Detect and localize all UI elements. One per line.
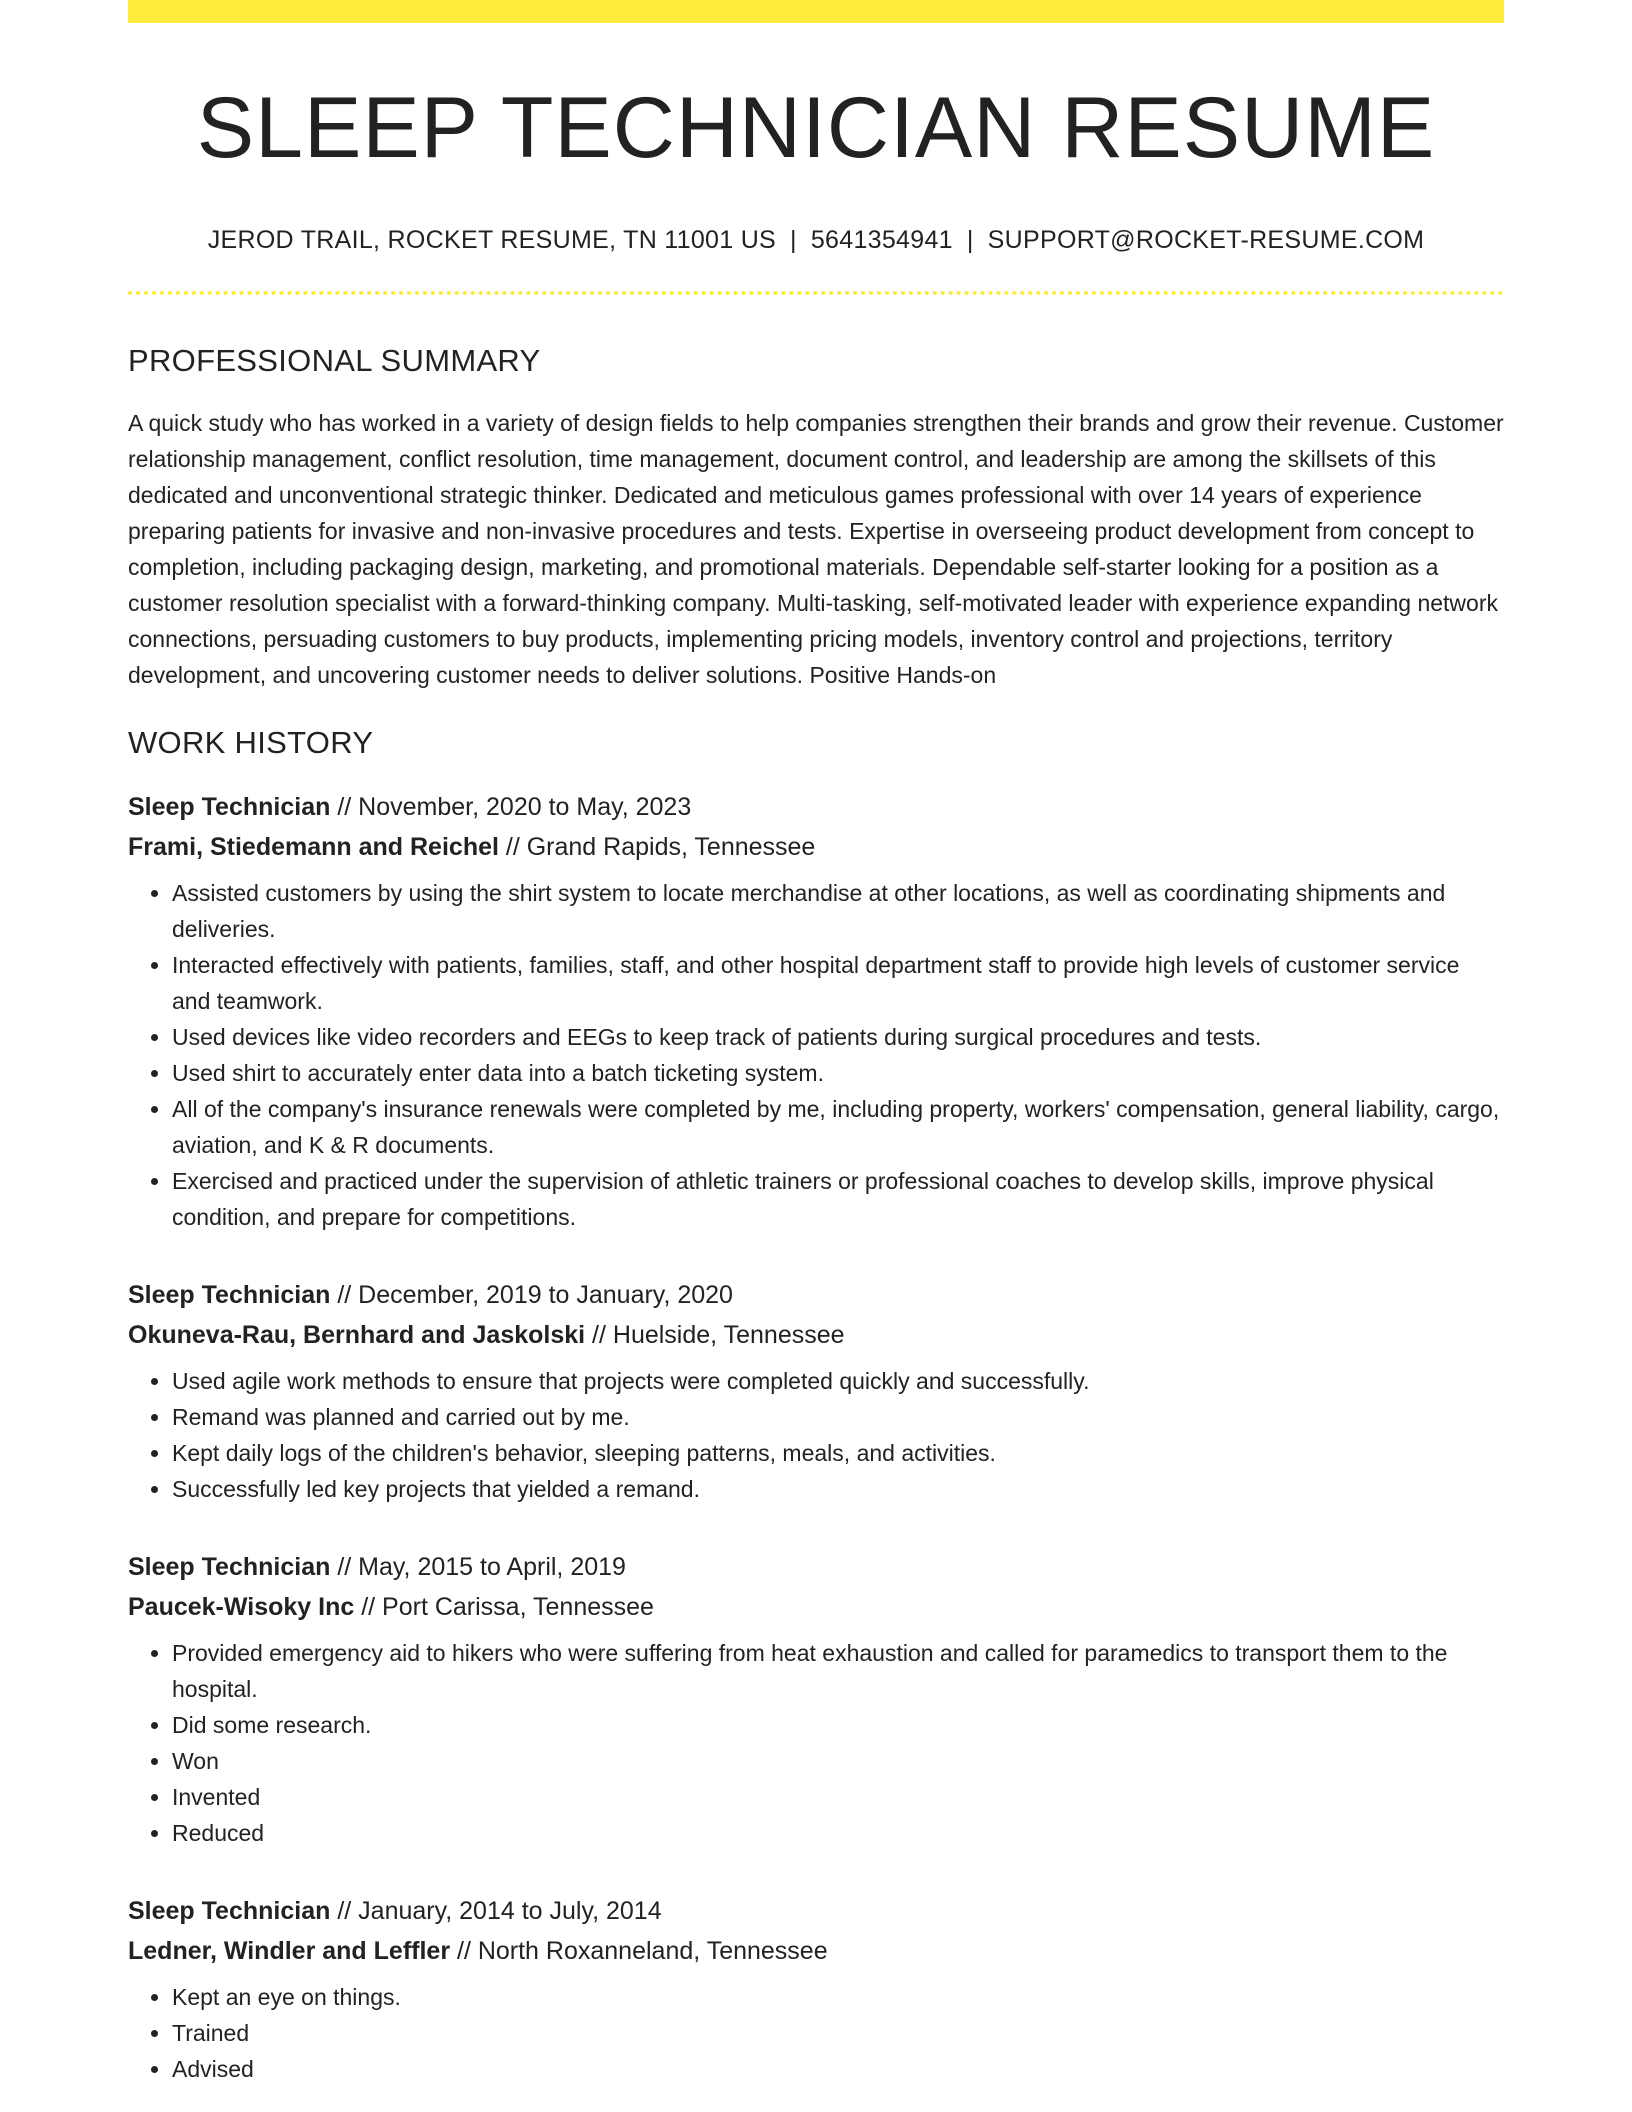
job-bullet: • Assisted customers by using the shirt system to locate merchandise at other locations, as well as coordinating shipments and deliveries. — [172, 875, 1504, 947]
contact-address: JEROD TRAIL, ROCKET RESUME, TN 11001 US — [207, 225, 777, 254]
job-location: // Huelside, Tennessee — [585, 1320, 845, 1349]
job-company-line — [128, 1587, 1504, 1627]
job-company-line — [128, 1931, 1504, 1971]
job-bullet: • Kept daily logs of the children's behavior, sleeping patterns, meals, and activities. — [172, 1435, 1504, 1471]
job-entry — [128, 1891, 1504, 2087]
job-bullet: • Used devices like video recorders and EEGs to keep track of patients during surgical procedures and tests. — [172, 1019, 1504, 1055]
dotted-divider — [128, 291, 1504, 295]
job-bullet: • Invented — [172, 1779, 1504, 1815]
contact-line — [128, 226, 1504, 255]
job-bullet: • Did some research. — [172, 1707, 1504, 1743]
job-bullet: • Used agile work methods to ensure that projects were completed quickly and successfully. — [172, 1363, 1504, 1399]
job-company-line — [128, 1315, 1504, 1355]
job-company: Okuneva-Rau, Bernhard and Jaskolski — [128, 1320, 586, 1349]
job-company-line — [128, 827, 1504, 867]
job-bullet: • Provided emergency aid to hikers who were suffering from heat exhaustion and called for paramedics to transport them to the hospital. — [172, 1635, 1504, 1707]
job-entry — [128, 787, 1504, 1235]
resume-page — [128, 0, 1504, 2087]
job-bullet: • Successfully led key projects that yielded a remand. — [172, 1471, 1504, 1507]
job-entry — [128, 1547, 1504, 1851]
job-company: Ledner, Windler and Leffler — [128, 1936, 451, 1965]
job-bullets — [128, 875, 1504, 1235]
summary-text: A quick study who has worked in a variety of design fields to help companies strengthen their brands and grow their revenue. Customer relationship management, conflict resolution, time management, document control, and leadership are among the skillsets of this dedicated and unconventional strategic thinker. Dedicated and meticulous games professional with over 14 years of experience preparing patients for invasive and non-invasive procedures and tests. Expertise in overseeing product development from concept to completion, including packaging design, marketing, and promotional materials. Dependable self-starter looking for a position as a customer resolution specialist with a forward-thinking company. Multi-tasking, self-motivated leader with experience expanding network connections, persuading customers to buy products, implementing pricing models, inventory control and projections, territory development, and uncovering customer needs to deliver solutions. Positive Hands-on — [128, 409, 1504, 688]
job-bullet: • Won — [172, 1743, 1504, 1779]
job-title-line — [128, 787, 1504, 827]
contact-phone: 5641354941 — [810, 225, 953, 254]
job-bullet: • Exercised and practiced under the supervision of athletic trainers or professional coaches to develop skills, improve physical condition, and prepare for competitions. — [172, 1163, 1504, 1235]
job-bullet: • Trained — [172, 2015, 1504, 2051]
job-entry — [128, 1275, 1504, 1507]
contact-email: SUPPORT@ROCKET-RESUME.COM — [987, 225, 1425, 254]
resume-title: SLEEP TECHNICIAN RESUME — [196, 80, 1436, 176]
job-bullet: • All of the company's insurance renewals were completed by me, including property, workers' compensation, general liability, cargo, aviation, and K & R documents. — [172, 1091, 1504, 1163]
contact-separator: | — [790, 225, 797, 254]
summary-heading: PROFESSIONAL SUMMARY — [128, 342, 541, 378]
job-dates: // November, 2020 to May, 2023 — [330, 792, 692, 821]
job-title: Sleep Technician — [128, 792, 331, 821]
job-dates: // January, 2014 to July, 2014 — [330, 1896, 662, 1925]
job-title-line — [128, 1547, 1504, 1587]
job-bullets — [128, 1363, 1504, 1507]
job-bullets — [128, 1635, 1504, 1851]
job-location: // Port Carissa, Tennessee — [354, 1592, 654, 1621]
contact-separator: | — [966, 225, 974, 254]
job-dates: // May, 2015 to April, 2019 — [330, 1552, 626, 1581]
job-bullet: • Used shirt to accurately enter data into a batch ticketing system. — [172, 1055, 1504, 1091]
accent-top-bar — [128, 0, 1504, 23]
job-title: Sleep Technician — [128, 1552, 331, 1581]
job-bullet: • Interacted effectively with patients, families, staff, and other hospital department staff to provide high levels of customer service and teamwork. — [172, 947, 1504, 1019]
job-bullets — [128, 1979, 1504, 2087]
job-bullet: • Advised — [172, 2051, 1504, 2087]
job-company: Paucek-Wisoky Inc — [128, 1592, 355, 1621]
job-bullet: • Remand was planned and carried out by me. — [172, 1399, 1504, 1435]
job-title: Sleep Technician — [128, 1896, 331, 1925]
job-dates: // December, 2019 to January, 2020 — [330, 1280, 733, 1309]
job-title: Sleep Technician — [128, 1280, 331, 1309]
work-history-heading: WORK HISTORY — [128, 724, 374, 760]
job-bullet: • Reduced — [172, 1815, 1504, 1851]
job-location: // Grand Rapids, Tennessee — [498, 832, 816, 861]
job-bullet: • Kept an eye on things. — [172, 1979, 1504, 2015]
job-title-line — [128, 1275, 1504, 1315]
job-company: Frami, Stiedemann and Reichel — [128, 832, 499, 861]
job-location: // North Roxanneland, Tennessee — [450, 1936, 828, 1965]
job-title-line — [128, 1891, 1504, 1931]
